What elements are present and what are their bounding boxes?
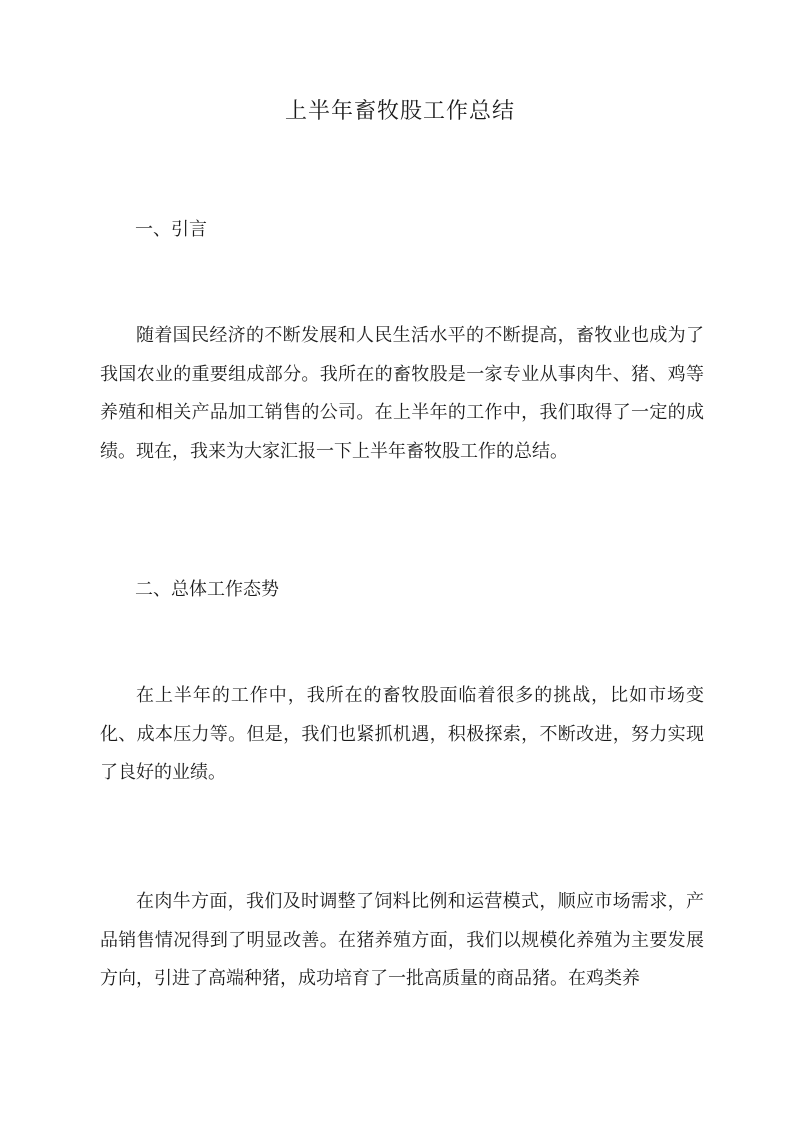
paragraph-beef-pig-chicken: 在肉牛方面，我们及时调整了饲料比例和运营模式，顺应市场需求，产品销售情况得到了明显改善。在猪养殖方面，我们以规模化养殖为主要发展方向，引进了高端种猪，成功培育了一批高质量的商品猪。在鸡类养 — [100, 891, 704, 990]
paragraph-overall-situation: 在上半年的工作中，我所在的畜牧股面临着很多的挑战，比如市场变化、成本压力等。但是，我们也紧抓机遇，积极探索，不断改进，努力实现了良好的业绩。 — [100, 685, 704, 784]
paragraph-introduction: 随着国民经济的不断发展和人民生活水平的不断提高，畜牧业也成为了我国农业的重要组成部分。我所在的畜牧股是一家专业从事肉牛、猪、鸡等养殖和相关产品加工销售的公司。在上半年的工作中，我们取得了一定的成绩。现在，我来为大家汇报一下上半年畜牧股工作的总结。 — [100, 325, 704, 463]
section-heading-introduction: 一、引言 — [135, 219, 207, 240]
document-title: 上半年畜牧股工作总结 — [284, 99, 515, 124]
section-heading-overall-situation: 二、总体工作态势 — [135, 579, 279, 600]
